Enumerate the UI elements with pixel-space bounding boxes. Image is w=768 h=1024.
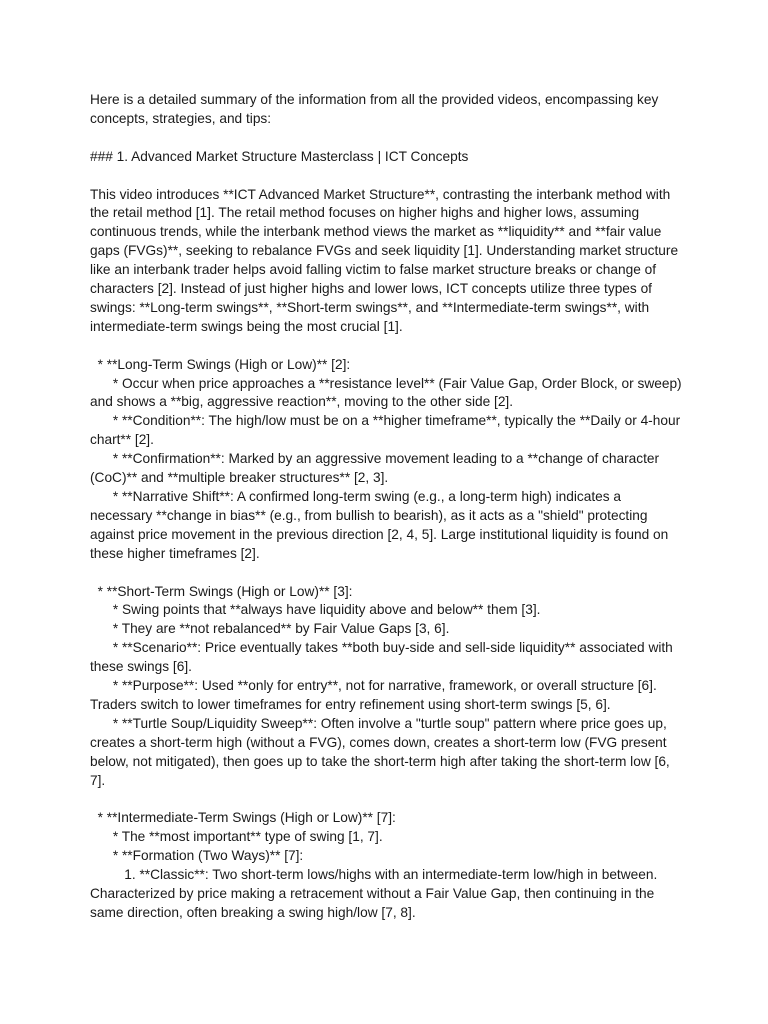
list-item: * Occur when price approaches a **resistance level** (Fair Value Gap, Order Block, or sweep) and shows a **big, aggressive reaction**, moving to the other side [2]. [90, 375, 682, 410]
long-term-swings-title: * **Long-Term Swings (High or Low)** [2]: [97, 356, 351, 372]
short-term-swings-title: * **Short-Term Swings (High or Low)** [3]: [97, 583, 353, 599]
list-item: * **Confirmation**: Marked by an aggressive movement leading to a **change of character (CoC)** and **multiple breaker structures** [2, 3]. [90, 451, 660, 486]
list-item: * **Narrative Shift**: A confirmed long-term swing (e.g., a long-term high) indicates a necessary **change in bias** (e.g., from bullish to bearish), as it acts as a "shield" protecting against price movement in the previous direction [2, 4, 5]. Large institutional liquidity is found on these higher timeframes [2]. [90, 488, 669, 561]
list-item: * **Scenario**: Price eventually takes **both buy-side and sell-side liquidity** associated with these swings [6]. [90, 640, 673, 675]
document-body [90, 91, 682, 923]
section-heading: ### 1. Advanced Market Structure Masterclass | ICT Concepts [90, 148, 469, 164]
list-item: * The **most important** type of swing [1, 7]. [112, 829, 383, 845]
list-item: * **Turtle Soup/Liquidity Sweep**: Often involve a "turtle soup" pattern where price goes up, creates a short-term high (without a FVG), comes down, creates a short-term low (FVG present below, not mitigated), then goes up to take the short-term high after taking the short-term low [6, 7]. [90, 715, 670, 788]
list-item: * Swing points that **always have liquidity above and below** them [3]. [112, 602, 541, 618]
intermediate-term-swings-title: * **Intermediate-Term Swings (High or Low)** [7]: [97, 810, 396, 826]
overview-paragraph: This video introduces **ICT Advanced Market Structure**, contrasting the interbank method with the retail method [1]. The retail method focuses on higher highs and higher lows, assuming continuous trends, while the interbank method views the market as **liquidity** and **fair value gaps (FVGs)**, seeking to rebalance FVGs and seek liquidity [1]. Understanding market structure like an interbank trader helps avoid falling victim to false market structure breaks or change of characters [2]. Instead of just higher highs and lower lows, ICT concepts utilize three types of swings: **Long-term swings**, **Short-term swings**, and **Intermediate-term swings**, with intermediate-term swings being the most crucial [1]. [90, 186, 679, 334]
list-item: * **Condition**: The high/low must be on a **higher timeframe**, typically the **Daily or 4-hour chart** [2]. [90, 413, 681, 448]
list-item: * **Purpose**: Used **only for entry**, not for narrative, framework, or overall structure [6]. Traders switch to lower timeframes for entry refinement using short-term swings [5, 6]. [90, 678, 657, 712]
list-item: * They are **not rebalanced** by Fair Value Gaps [3, 6]. [112, 621, 450, 637]
list-item: * **Formation (Two Ways)** [7]: [112, 848, 304, 864]
numbered-list-item: 1. **Classic**: Two short-term lows/highs with an intermediate-term low/high in between. Characterized by price making a retracement without a Fair Value Gap, then continuing in the same direction, often breaking a swing high/low [7, 8]. [90, 867, 658, 920]
intro-paragraph: Here is a detailed summary of the information from all the provided videos, encompassing key concepts, strategies, and tips: [90, 92, 659, 126]
